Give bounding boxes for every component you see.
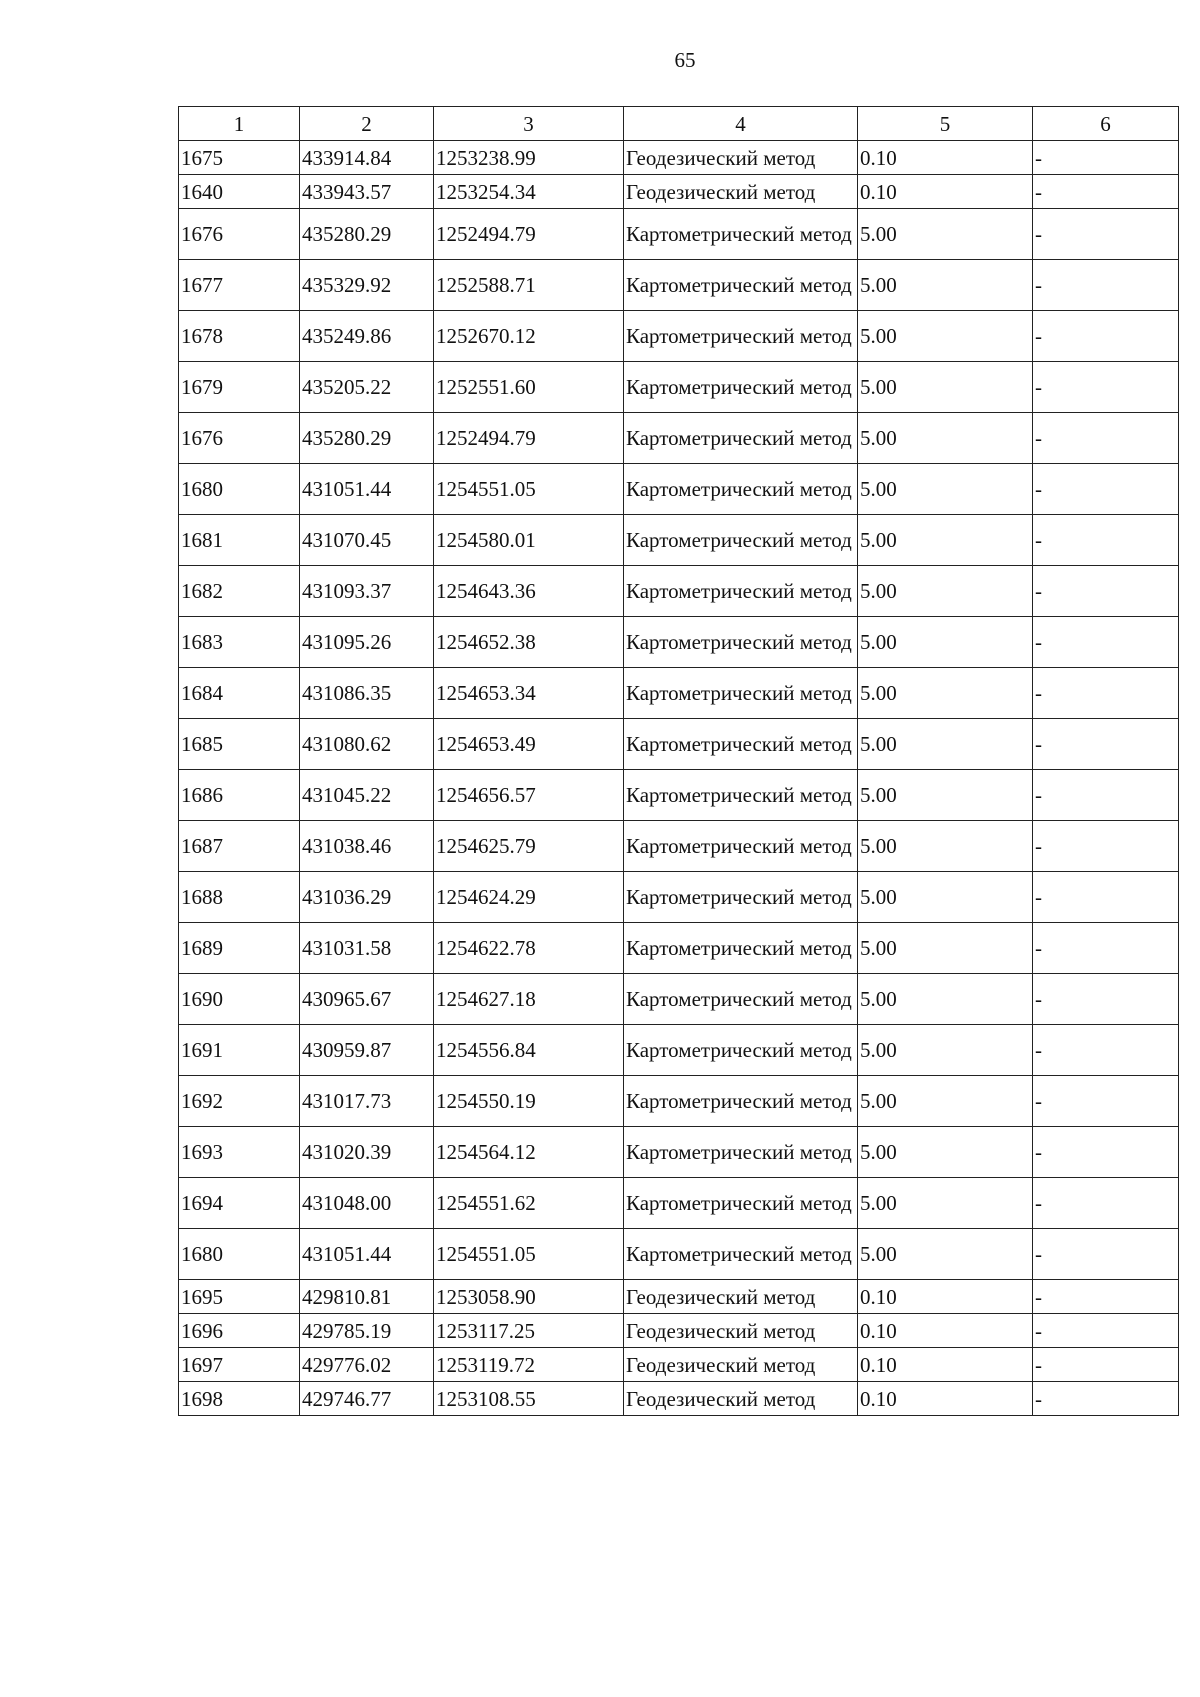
accuracy-cell: 5.00 [858, 821, 1033, 872]
method-cell: Картометрический метод [624, 770, 858, 821]
table-row [179, 311, 1179, 362]
x-coordinate-cell: 431086.35 [300, 668, 434, 719]
accuracy-cell: 5.00 [858, 974, 1033, 1025]
x-coordinate-cell: 430959.87 [300, 1025, 434, 1076]
method-cell: Картометрический метод [624, 923, 858, 974]
point-number-cell: 1682 [179, 566, 300, 617]
accuracy-cell: 5.00 [858, 515, 1033, 566]
y-coordinate-cell: 1254551.05 [434, 1229, 624, 1280]
x-coordinate-cell: 433943.57 [300, 175, 434, 209]
method-cell: Геодезический метод [624, 141, 858, 175]
accuracy-cell: 0.10 [858, 141, 1033, 175]
accuracy-cell: 0.10 [858, 1348, 1033, 1382]
y-coordinate-cell: 1254551.62 [434, 1178, 624, 1229]
accuracy-cell: 0.10 [858, 1382, 1033, 1416]
method-cell: Картометрический метод [624, 260, 858, 311]
method-cell: Картометрический метод [624, 515, 858, 566]
table-row [179, 260, 1179, 311]
x-coordinate-cell: 430965.67 [300, 974, 434, 1025]
x-coordinate-cell: 431038.46 [300, 821, 434, 872]
note-cell: - [1033, 209, 1179, 260]
x-coordinate-cell: 429785.19 [300, 1314, 434, 1348]
y-coordinate-cell: 1254643.36 [434, 566, 624, 617]
y-coordinate-cell: 1254653.49 [434, 719, 624, 770]
method-cell: Геодезический метод [624, 1280, 858, 1314]
x-coordinate-cell: 429746.77 [300, 1382, 434, 1416]
note-cell: - [1033, 617, 1179, 668]
note-cell: - [1033, 566, 1179, 617]
table-header-row [179, 107, 1179, 141]
column-header-1: 1 [179, 107, 300, 141]
x-coordinate-cell: 431080.62 [300, 719, 434, 770]
x-coordinate-cell: 431048.00 [300, 1178, 434, 1229]
note-cell: - [1033, 719, 1179, 770]
table-row [179, 464, 1179, 515]
point-number-cell: 1684 [179, 668, 300, 719]
point-number-cell: 1676 [179, 209, 300, 260]
y-coordinate-cell: 1253117.25 [434, 1314, 624, 1348]
note-cell: - [1033, 1280, 1179, 1314]
y-coordinate-cell: 1253254.34 [434, 175, 624, 209]
x-coordinate-cell: 435280.29 [300, 413, 434, 464]
note-cell: - [1033, 260, 1179, 311]
method-cell: Геодезический метод [624, 1314, 858, 1348]
point-number-cell: 1680 [179, 464, 300, 515]
accuracy-cell: 5.00 [858, 1229, 1033, 1280]
table-row [179, 872, 1179, 923]
table-row [179, 1127, 1179, 1178]
note-cell: - [1033, 175, 1179, 209]
accuracy-cell: 5.00 [858, 1178, 1033, 1229]
table-row [179, 974, 1179, 1025]
point-number-cell: 1675 [179, 141, 300, 175]
y-coordinate-cell: 1253238.99 [434, 141, 624, 175]
table-row [179, 362, 1179, 413]
x-coordinate-cell: 435249.86 [300, 311, 434, 362]
note-cell: - [1033, 362, 1179, 413]
y-coordinate-cell: 1253119.72 [434, 1348, 624, 1382]
table-row [179, 770, 1179, 821]
y-coordinate-cell: 1254622.78 [434, 923, 624, 974]
note-cell: - [1033, 770, 1179, 821]
accuracy-cell: 0.10 [858, 1314, 1033, 1348]
table-row [179, 1076, 1179, 1127]
method-cell: Геодезический метод [624, 175, 858, 209]
column-header-6: 6 [1033, 107, 1179, 141]
x-coordinate-cell: 431093.37 [300, 566, 434, 617]
x-coordinate-cell: 431045.22 [300, 770, 434, 821]
method-cell: Картометрический метод [624, 821, 858, 872]
note-cell: - [1033, 1229, 1179, 1280]
point-number-cell: 1692 [179, 1076, 300, 1127]
y-coordinate-cell: 1253108.55 [434, 1382, 624, 1416]
y-coordinate-cell: 1254551.05 [434, 464, 624, 515]
table-row [179, 1229, 1179, 1280]
method-cell: Картометрический метод [624, 311, 858, 362]
x-coordinate-cell: 435205.22 [300, 362, 434, 413]
accuracy-cell: 5.00 [858, 617, 1033, 668]
accuracy-cell: 5.00 [858, 260, 1033, 311]
accuracy-cell: 0.10 [858, 1280, 1033, 1314]
method-cell: Картометрический метод [624, 209, 858, 260]
point-number-cell: 1689 [179, 923, 300, 974]
point-number-cell: 1693 [179, 1127, 300, 1178]
x-coordinate-cell: 431070.45 [300, 515, 434, 566]
y-coordinate-cell: 1254564.12 [434, 1127, 624, 1178]
point-number-cell: 1691 [179, 1025, 300, 1076]
table-row [179, 668, 1179, 719]
method-cell: Геодезический метод [624, 1348, 858, 1382]
point-number-cell: 1676 [179, 413, 300, 464]
point-number-cell: 1687 [179, 821, 300, 872]
y-coordinate-cell: 1252670.12 [434, 311, 624, 362]
table-row [179, 209, 1179, 260]
table-row [179, 1280, 1179, 1314]
x-coordinate-cell: 431020.39 [300, 1127, 434, 1178]
x-coordinate-cell: 433914.84 [300, 141, 434, 175]
method-cell: Геодезический метод [624, 1382, 858, 1416]
point-number-cell: 1696 [179, 1314, 300, 1348]
x-coordinate-cell: 431095.26 [300, 617, 434, 668]
y-coordinate-cell: 1254550.19 [434, 1076, 624, 1127]
method-cell: Картометрический метод [624, 719, 858, 770]
accuracy-cell: 5.00 [858, 872, 1033, 923]
table-row [179, 175, 1179, 209]
x-coordinate-cell: 431017.73 [300, 1076, 434, 1127]
note-cell: - [1033, 1076, 1179, 1127]
accuracy-cell: 5.00 [858, 464, 1033, 515]
point-number-cell: 1688 [179, 872, 300, 923]
point-number-cell: 1680 [179, 1229, 300, 1280]
table-row [179, 1348, 1179, 1382]
method-cell: Картометрический метод [624, 464, 858, 515]
note-cell: - [1033, 311, 1179, 362]
method-cell: Картометрический метод [624, 1025, 858, 1076]
table-row [179, 923, 1179, 974]
y-coordinate-cell: 1253058.90 [434, 1280, 624, 1314]
accuracy-cell: 5.00 [858, 668, 1033, 719]
table-row [179, 719, 1179, 770]
x-coordinate-cell: 431036.29 [300, 872, 434, 923]
point-number-cell: 1679 [179, 362, 300, 413]
note-cell: - [1033, 821, 1179, 872]
y-coordinate-cell: 1254580.01 [434, 515, 624, 566]
point-number-cell: 1694 [179, 1178, 300, 1229]
table-row [179, 617, 1179, 668]
method-cell: Картометрический метод [624, 1229, 858, 1280]
point-number-cell: 1678 [179, 311, 300, 362]
accuracy-cell: 5.00 [858, 413, 1033, 464]
method-cell: Картометрический метод [624, 1127, 858, 1178]
point-number-cell: 1640 [179, 175, 300, 209]
method-cell: Картометрический метод [624, 617, 858, 668]
note-cell: - [1033, 668, 1179, 719]
table-row [179, 141, 1179, 175]
method-cell: Картометрический метод [624, 362, 858, 413]
note-cell: - [1033, 1314, 1179, 1348]
note-cell: - [1033, 1025, 1179, 1076]
y-coordinate-cell: 1254652.38 [434, 617, 624, 668]
note-cell: - [1033, 1127, 1179, 1178]
method-cell: Картометрический метод [624, 668, 858, 719]
point-number-cell: 1685 [179, 719, 300, 770]
x-coordinate-cell: 431031.58 [300, 923, 434, 974]
point-number-cell: 1698 [179, 1382, 300, 1416]
note-cell: - [1033, 141, 1179, 175]
y-coordinate-cell: 1254556.84 [434, 1025, 624, 1076]
column-header-5: 5 [858, 107, 1033, 141]
point-number-cell: 1677 [179, 260, 300, 311]
note-cell: - [1033, 464, 1179, 515]
note-cell: - [1033, 923, 1179, 974]
y-coordinate-cell: 1252588.71 [434, 260, 624, 311]
accuracy-cell: 5.00 [858, 1127, 1033, 1178]
coordinates-table [178, 106, 1179, 1416]
y-coordinate-cell: 1252494.79 [434, 209, 624, 260]
table-row [179, 1178, 1179, 1229]
accuracy-cell: 5.00 [858, 1076, 1033, 1127]
accuracy-cell: 5.00 [858, 209, 1033, 260]
point-number-cell: 1681 [179, 515, 300, 566]
x-coordinate-cell: 429810.81 [300, 1280, 434, 1314]
note-cell: - [1033, 1382, 1179, 1416]
note-cell: - [1033, 413, 1179, 464]
y-coordinate-cell: 1252551.60 [434, 362, 624, 413]
y-coordinate-cell: 1252494.79 [434, 413, 624, 464]
table-body [179, 141, 1179, 1416]
table-row [179, 413, 1179, 464]
column-header-3: 3 [434, 107, 624, 141]
method-cell: Картометрический метод [624, 872, 858, 923]
table-header [179, 107, 1179, 141]
y-coordinate-cell: 1254656.57 [434, 770, 624, 821]
method-cell: Картометрический метод [624, 1178, 858, 1229]
y-coordinate-cell: 1254624.29 [434, 872, 624, 923]
method-cell: Картометрический метод [624, 974, 858, 1025]
note-cell: - [1033, 974, 1179, 1025]
y-coordinate-cell: 1254625.79 [434, 821, 624, 872]
method-cell: Картометрический метод [624, 413, 858, 464]
accuracy-cell: 5.00 [858, 719, 1033, 770]
method-cell: Картометрический метод [624, 566, 858, 617]
x-coordinate-cell: 429776.02 [300, 1348, 434, 1382]
column-header-4: 4 [624, 107, 858, 141]
x-coordinate-cell: 431051.44 [300, 1229, 434, 1280]
accuracy-cell: 5.00 [858, 362, 1033, 413]
table-row [179, 1382, 1179, 1416]
point-number-cell: 1697 [179, 1348, 300, 1382]
y-coordinate-cell: 1254653.34 [434, 668, 624, 719]
point-number-cell: 1683 [179, 617, 300, 668]
accuracy-cell: 5.00 [858, 770, 1033, 821]
point-number-cell: 1695 [179, 1280, 300, 1314]
table-row [179, 821, 1179, 872]
column-header-2: 2 [300, 107, 434, 141]
table-row [179, 1314, 1179, 1348]
y-coordinate-cell: 1254627.18 [434, 974, 624, 1025]
x-coordinate-cell: 435280.29 [300, 209, 434, 260]
note-cell: - [1033, 872, 1179, 923]
accuracy-cell: 0.10 [858, 175, 1033, 209]
point-number-cell: 1686 [179, 770, 300, 821]
table-row [179, 515, 1179, 566]
method-cell: Картометрический метод [624, 1076, 858, 1127]
x-coordinate-cell: 435329.92 [300, 260, 434, 311]
accuracy-cell: 5.00 [858, 566, 1033, 617]
accuracy-cell: 5.00 [858, 1025, 1033, 1076]
note-cell: - [1033, 515, 1179, 566]
table-row [179, 1025, 1179, 1076]
point-number-cell: 1690 [179, 974, 300, 1025]
note-cell: - [1033, 1178, 1179, 1229]
accuracy-cell: 5.00 [858, 923, 1033, 974]
x-coordinate-cell: 431051.44 [300, 464, 434, 515]
note-cell: - [1033, 1348, 1179, 1382]
table-row [179, 566, 1179, 617]
accuracy-cell: 5.00 [858, 311, 1033, 362]
page-number: 65 [674, 48, 696, 72]
